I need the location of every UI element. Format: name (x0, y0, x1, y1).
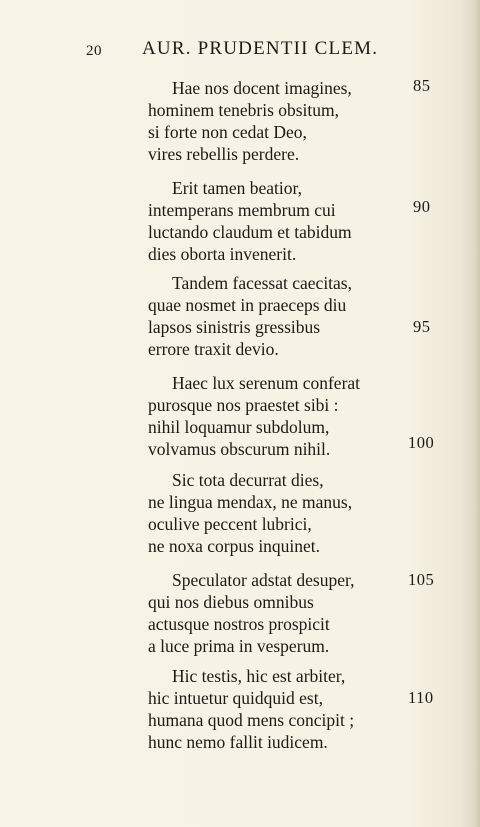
page-edge (474, 0, 480, 827)
verse-line: si forte non cedat Deo, (148, 122, 307, 142)
verse-line: humana quod mens concipit ; (148, 710, 355, 730)
verse-line: Haec lux serenum conferat (172, 373, 361, 393)
verse-line: Hae nos docent imagines, (172, 78, 352, 98)
line-number: 110 (408, 688, 434, 707)
line-number: 90 (413, 197, 431, 216)
verse-line: qui nos diebus omnibus (148, 592, 314, 612)
running-head: AUR. PRUDENTII CLEM. (142, 38, 379, 59)
page-number: 20 (86, 43, 102, 59)
verse-line: hunc nemo fallit iudicem. (148, 732, 328, 752)
verse-line: actusque nostros prospicit (148, 614, 330, 634)
verse-line: dies oborta invenerit. (148, 244, 297, 264)
verse-line: luctando claudum et tabidum (148, 222, 352, 242)
page-header (0, 38, 480, 62)
line-number: 85 (413, 76, 431, 95)
line-number: 100 (408, 433, 435, 452)
verse-line: Speculator adstat desuper, (172, 570, 355, 590)
verse-line: hominem tenebris obsitum, (148, 100, 340, 120)
line-number: 95 (413, 317, 431, 336)
verse-line: Erit tamen beatior, (172, 178, 303, 198)
verse-line: ne noxa corpus inquinet. (148, 536, 321, 556)
verse-line: purosque nos praestet sibi : (148, 395, 339, 415)
verse-line: nihil loquamur subdolum, (148, 417, 330, 437)
verse-line: hic intuetur quidquid est, (148, 688, 323, 708)
verse-line: lapsos sinistris gressibus (148, 317, 321, 337)
verse-line: Hic testis, hic est arbiter, (172, 666, 346, 686)
verse-line: ne lingua mendax, ne manus, (148, 492, 353, 512)
verse-line: Sic tota decurrat dies, (172, 470, 324, 490)
verse-line: volvamus obscurum nihil. (148, 439, 331, 459)
verse-line: errore traxit devio. (148, 339, 279, 359)
verse-line: Tandem facessat caecitas, (172, 273, 352, 293)
line-number: 105 (408, 570, 435, 589)
verse-line: intemperans membrum cui (148, 200, 336, 220)
verse-line: a luce prima in vesperum. (148, 636, 330, 656)
verse-line: quae nosmet in praeceps diu (148, 295, 347, 315)
verse-line: oculive peccent lubrici, (148, 514, 312, 534)
verse-line: vires rebellis perdere. (148, 144, 300, 164)
